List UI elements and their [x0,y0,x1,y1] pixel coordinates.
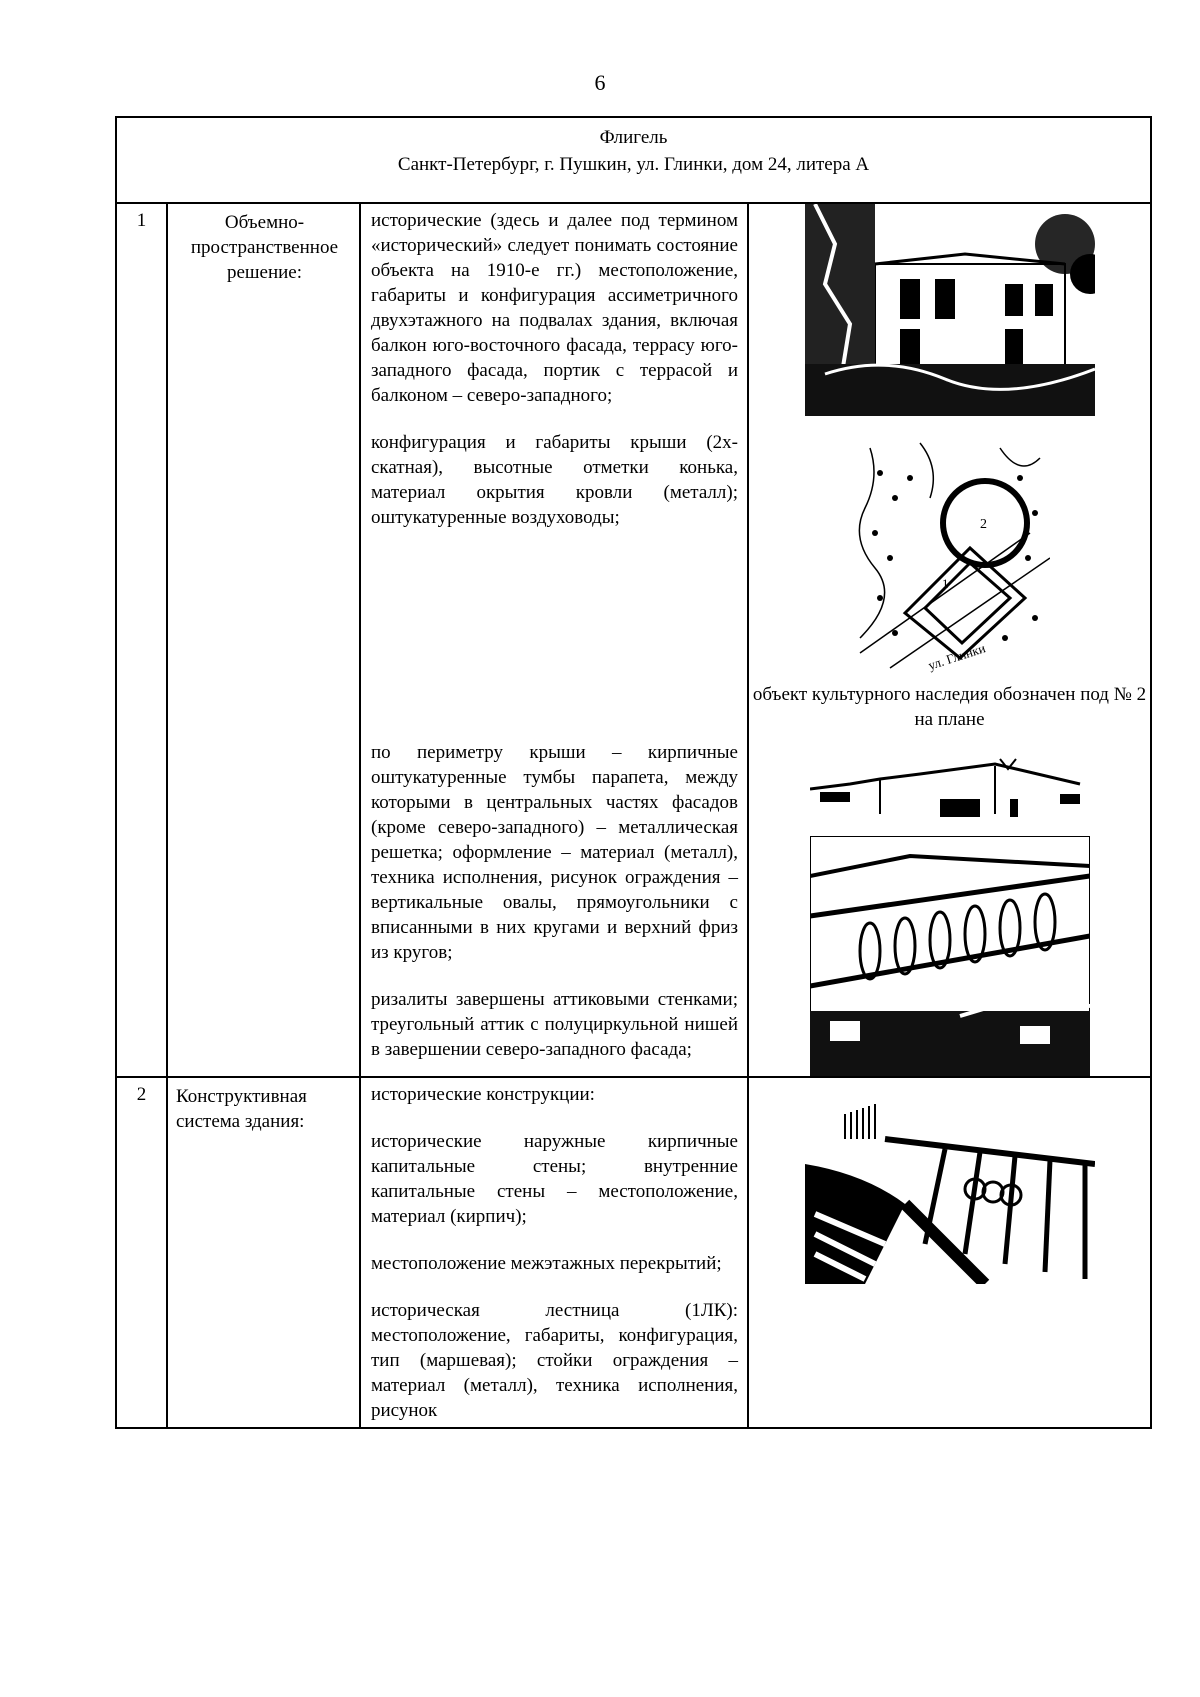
page-number: 6 [594,70,606,95]
row-category: Конструктивная система здания: [167,1077,360,1428]
row-category: Объемно-пространственное решение: [167,203,360,1077]
railing-photo [810,836,1090,1076]
table-row [116,203,1151,1077]
description-paragraph: исторические (здесь и далее под термином «исторический» следует понимать состояние объекта на 1910-е гг.) местоположение, габариты и конфигурация ассиметричного двухэтажного на подвалах здания, включая балкон юго-восточного фасада, террасу юго-западного фасада, портик с террасой и балконом – северо-западного; [371,210,738,406]
object-address: Санкт-Петербург, г. Пушкин, ул. Глинки, дом 24, литера А [397,154,870,175]
staircase-photo [805,1094,1095,1284]
description-paragraph: по периметру крыши – кирпичные оштукатуренные тумбы парапета, между которыми в центральных частях фасадов (кроме северо-западного) – металлическая решетка; оформление – материал (металл), техника исполнения, рисунок ограждения – вертикальные овалы, прямоугольники с вписанными в них кругами и верхний фриз из кругов; [371,742,738,963]
description-paragraph: исторические наружные кирпичные капитальные стены; внутренние капитальные стены – местоположение, материал (кирпич); [371,1131,738,1227]
building-photo [805,204,1095,416]
protected-features-table [115,116,1152,1429]
description-paragraph: местоположение межэтажных перекрытий; [371,1253,722,1274]
description-paragraph: исторические конструкции: [371,1084,595,1105]
plan-circle-number: 2 [979,517,987,532]
row-description [360,203,748,1077]
row-images [748,1077,1151,1428]
table-row [116,1077,1151,1428]
row-images [748,203,1151,1077]
object-title: Флигель [599,127,668,148]
plan-building-number: 1 [941,576,949,591]
site-plan [850,438,1050,678]
table-header-row [116,117,1151,203]
row-number: 1 [116,203,167,1077]
table-header [116,117,1151,203]
description-paragraph: конфигурация и габариты крыши (2х-скатная), высотные отметки конька, материал окрытия кровли (металл); оштукатуренные воздуховоды; [371,432,738,528]
row-description [360,1077,748,1428]
row-number: 2 [116,1077,167,1428]
plan-caption: объект культурного наследия обозначен под № 2 на плане [752,684,1147,730]
description-paragraph: историческая лестница (1ЛК): местоположение, габариты, конфигурация, тип (маршевая); стойки ограждения – материал (металл), техника исполнения, рисунок [371,1300,738,1421]
description-paragraph: ризалиты завершены аттиковыми стенками; треугольный аттик с полуциркульной нишей в завершении северо-западного фасада; [371,989,738,1060]
plan-street-label: ул. Глинки [925,640,987,673]
roof-parapet-photo [810,754,1090,824]
